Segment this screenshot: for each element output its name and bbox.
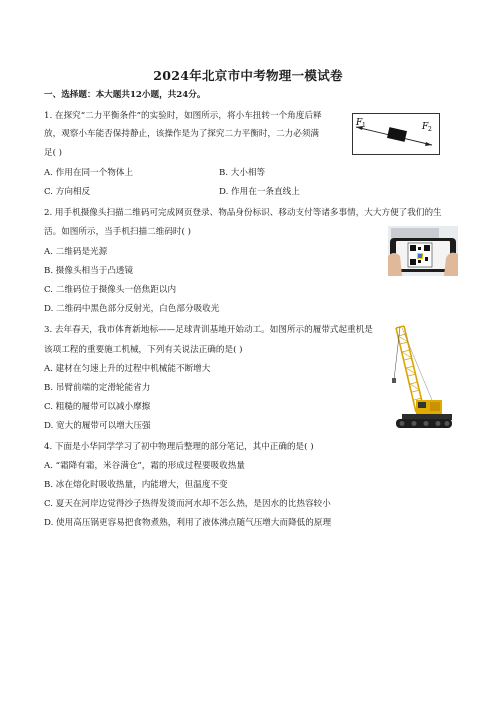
q2-option-a: A. 二维码是光源 [44, 247, 108, 257]
q2-option-c: C. 二维码位于摄像头一倍焦距以内 [44, 285, 177, 295]
q1-option-a: A. 作用在同一个物体上 [44, 168, 134, 178]
q3-option-d: D. 宽大的履带可以增大压强 [44, 421, 151, 431]
hook-block [392, 378, 396, 383]
f2-label: F [422, 122, 429, 132]
q4-option-a: A. “霜降有霜，米谷满仓”，霜的形成过程要吸收热量 [44, 461, 245, 471]
q1-stem-line1: 1. 在探究“二力平衡条件”的实验时，如图所示，将小车扭转一个角度后释 [44, 111, 322, 121]
q4-option-d: D. 使用高压锅更容易把食物煮熟，利用了液体沸点随气压增大而降低的原理 [44, 518, 332, 528]
crane-boom [396, 326, 424, 412]
page-title: 2024年北京市中考物理一模试卷 [153, 68, 343, 83]
q1-stem-line2: 放，观察小车能否保持静止，该操作是为了探究二力平衡时，二力必须满 [44, 129, 320, 139]
q2-stem-line2: 活。如图所示，当手机扫描二维码时( ) [44, 227, 191, 237]
q3-option-c: C. 粗糙的履带可以减小摩擦 [44, 402, 151, 412]
q2-option-b: B. 摄像头相当于凸透镜 [44, 266, 134, 276]
q3-option-a: A. 建材在匀速上升的过程中机械能不断增大 [44, 364, 211, 374]
q4-option-b: B. 冰在熔化时吸收热量，内能增大，但温度不变 [44, 480, 228, 490]
q2-option-d: D. 二维码中黑色部分反射光，白色部分吸收光 [44, 304, 220, 314]
q1-stem-line3: 足( ) [44, 148, 63, 158]
q3-crawler-crane-image [372, 320, 454, 438]
hand-left [388, 253, 402, 276]
q2-stem-line1: 2. 用手机摄像头扫描二维码可完成网页登录、物品身份标识、移动支付等诸多事情，大大方便了我们的生 [44, 208, 442, 218]
f2-arrowhead [425, 142, 432, 146]
q3-stem-line2: 该项工程的重要施工机械，下列有关说法正确的是( ) [44, 345, 243, 355]
q4-stem-line1: 4. 下面是小华同学学习了初中物理后整理的部分笔记，其中正确的是( ) [44, 442, 314, 452]
q3-stem-line1: 3. 去年春天，我市体育新地标——足球青训基地开始动工。如图所示的履带式起重机是 [44, 325, 373, 335]
f1-label: F [356, 118, 363, 128]
f2-subscript: 2 [428, 126, 432, 133]
q1-force-figure [352, 113, 440, 155]
q3-option-b: B. 吊臂前端的定滑轮能省力 [44, 383, 151, 393]
q1-option-d: D. 作用在一条直线上 [219, 187, 300, 197]
q1-option-b: B. 大小相等 [219, 168, 266, 178]
q1-option-c: C. 方向相反 [44, 187, 91, 197]
cart-block [387, 127, 407, 142]
f1-subscript: 1 [362, 122, 366, 129]
q2-phone-qr-image [388, 226, 458, 276]
q4-option-c: C. 夏天在河岸边觉得沙子热得发烫而河水却不怎么热，是因水的比热容较小 [44, 499, 331, 509]
section-heading: 一、选择题：本大题共12小题，共24分。 [44, 90, 206, 100]
